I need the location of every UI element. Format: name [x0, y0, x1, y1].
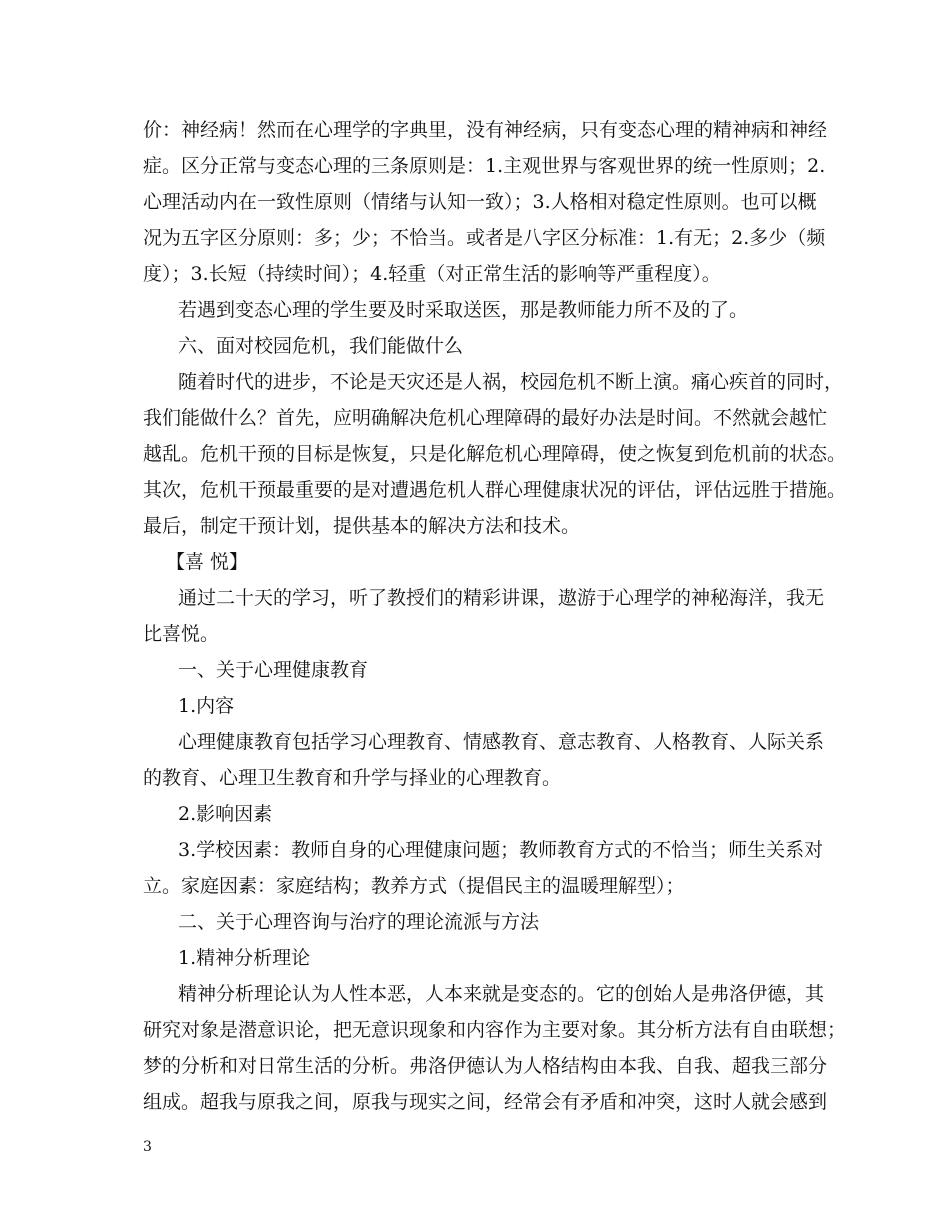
- text-line: 症。区分正常与变态心理的三条原则是：1.主观世界与客观世界的统一性原则；2.: [143, 155, 826, 177]
- text-line: 精神分析理论认为人性本恶，人本来就是变态的。它的创始人是弗洛伊德，其: [178, 983, 825, 1005]
- page-number: 3: [143, 1139, 152, 1155]
- text-line: 况为五字区分原则：多；少；不恰当。或者是八字区分标准：1.有无；2.多少（频: [143, 227, 826, 249]
- section-heading: 六、面对校园危机，我们能做什么: [178, 335, 464, 357]
- text-line: 若遇到变态心理的学生要及时采取送医，那是教师能力所不及的了。: [178, 299, 749, 321]
- text-line: 梦的分析和对日常生活的分析。弗洛伊德认为人格结构由本我、自我、超我三部分: [143, 1055, 828, 1077]
- text-line: 的教育、心理卫生教育和升学与择业的心理教育。: [143, 767, 562, 789]
- text-line: 组成。超我与原我之间，原我与现实之间，经常会有矛盾和冲突，这时人就会感到: [143, 1091, 828, 1113]
- text-line: 度）；3.长短（持续时间）；4.轻重（对正常生活的影响等严重程度）。: [143, 263, 721, 285]
- section-heading: 二、关于心理咨询与治疗的理论流派与方法: [178, 911, 540, 933]
- text-line: 比喜悦。: [143, 623, 220, 645]
- text-line: 心理健康教育包括学习心理教育、情感教育、意志教育、人格教育、人际关系: [178, 731, 825, 753]
- text-line: 研究对象是潜意识论，把无意识现象和内容作为主要对象。其分析方法有自由联想；: [143, 1019, 847, 1041]
- subsection-heading: 2.影响因素: [178, 803, 273, 825]
- subsection-heading: 1.精神分析理论: [178, 947, 311, 969]
- subsection-heading: 1.内容: [178, 695, 235, 717]
- text-line: 越乱。危机干预的目标是恢复，只是化解危机心理障碍，使之恢复到危机前的状态。: [143, 443, 847, 465]
- text-line: 最后，制定干预计划，提供基本的解决方法和技术。: [143, 515, 581, 537]
- text-line: 心理活动内在一致性原则（情绪与认知一致）；3.人格相对稳定性原则。也可以概: [143, 191, 817, 213]
- section-heading: 【喜 悦】: [166, 551, 249, 573]
- text-line: 立。家庭因素：家庭结构；教养方式（提倡民主的温暖理解型）；: [143, 875, 685, 897]
- text-line: 其次，危机干预最重要的是对遭遇危机人群心理健康状况的评估，评估远胜于措施。: [143, 479, 847, 501]
- text-line: 我们能做什么？首先，应明确解决危机心理障碍的最好办法是时间。不然就会越忙: [143, 407, 828, 429]
- text-line: 随着时代的进步，不论是天灾还是人祸，校园危机不断上演。痛心疾首的同时，: [178, 371, 844, 393]
- text-line: 通过二十天的学习，听了教授们的精彩讲课，遨游于心理学的神秘海洋，我无: [178, 587, 825, 609]
- section-heading: 一、关于心理健康教育: [178, 659, 369, 681]
- text-line: 3.学校因素：教师自身的心理健康问题；教师教育方式的不恰当；师生关系对: [178, 839, 824, 861]
- text-line: 价：神经病！然而在心理学的字典里，没有神经病，只有变态心理的精神病和神经: [143, 119, 828, 141]
